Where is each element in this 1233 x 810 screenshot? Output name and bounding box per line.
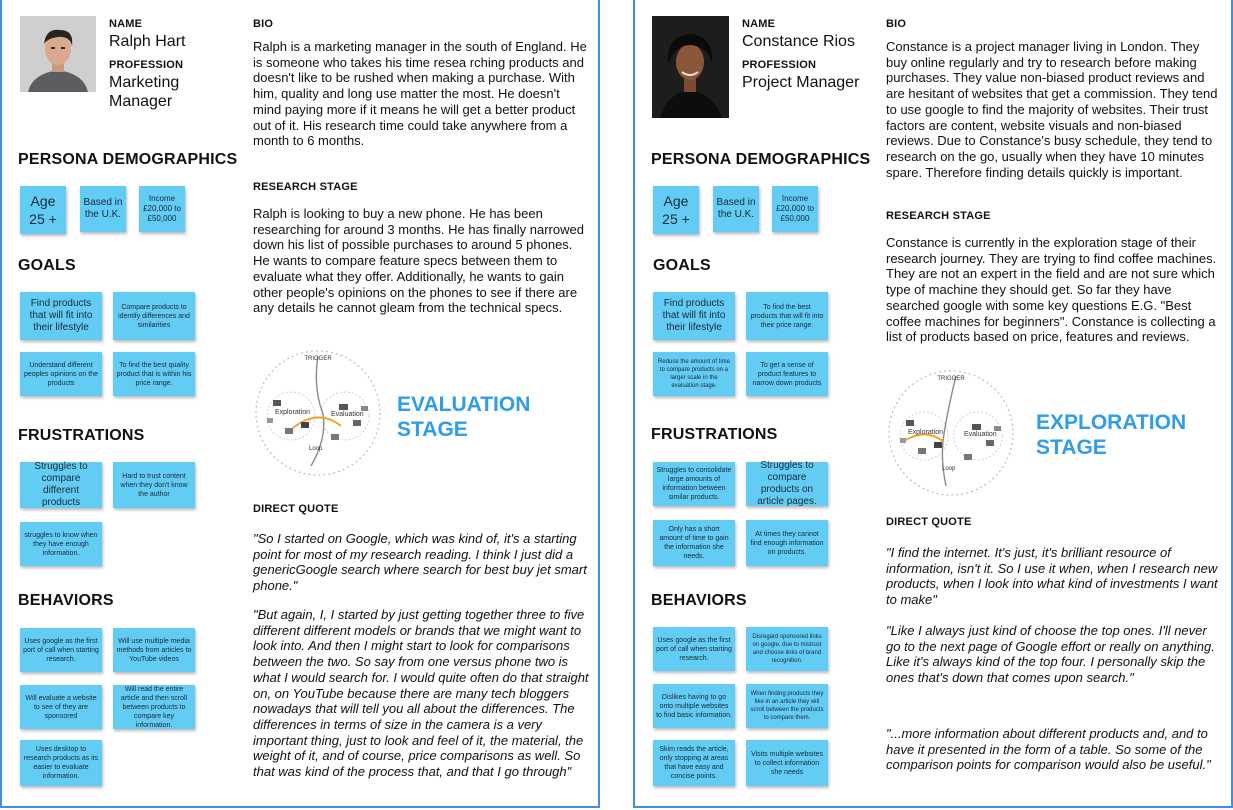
behaviors-heading: BEHAVIORS: [18, 592, 114, 609]
journey-map-diagram: [253, 348, 383, 478]
frustration-note: Only has a short amount of time to gain the information she needs.: [653, 520, 735, 566]
frustration-note: At times they cannot find enough information on products.: [746, 520, 828, 566]
quote-text: "I find the internet. It's just, it's brilliant resource of information, isn't it. So I use it when, when I research new products, when I look into what kind of investments I want to make": [886, 545, 1218, 608]
map-label-top: TRIGGER: [304, 356, 332, 362]
goals-heading: GOALS: [653, 257, 711, 274]
persona-profession-line1: Marketing: [109, 74, 180, 91]
behavior-note: Uses google as the first port of call when starting research.: [653, 627, 735, 671]
goal-note: To find the best products that will fit into their price range.: [746, 292, 828, 340]
stage-title-line2: STAGE: [1036, 436, 1107, 459]
behavior-note: Will evaluate a website to see of they are sponsored: [20, 685, 102, 729]
bio-text: Ralph is a marketing manager in the south of England. He is someone who takes his time resea rching products and doesn't like to be rushed when making a purchase. With him, quality and long use matter the most. He doesn't mind paying more if it means he will get a better product out of it. His research time could take anywhere from a month to 6 months.: [253, 39, 587, 149]
avatar-constance: [652, 16, 729, 118]
persona-profession-line2: Manager: [109, 93, 173, 110]
demographics-heading: PERSONA DEMOGRAPHICS: [18, 151, 238, 168]
frustration-note: Struggles to compare products on article pages.: [746, 462, 828, 506]
map-label-left: Exploration: [275, 409, 311, 416]
persona-name: Constance Rios: [742, 33, 855, 50]
map-label-left: Exploration: [908, 429, 944, 436]
goal-note: Compare products to identify differences and similarities: [113, 292, 195, 340]
behavior-note: Dislikes having to go onto multiple websites to find basic information.: [653, 684, 735, 728]
goal-note: To find the best quality product that is within his price range.: [113, 352, 195, 396]
map-label-right: Evaluation: [964, 431, 997, 438]
quote-text: "But again, I, I started by just getting together three to five different different models or brands that we might want to look into. And then I might start to look for comparisons between the two. So say from one versus phone two is what I would search for. I would quite often do that straight on, on YouTube because there are many tech bloggers nowadays that will tell you all about the differences. The differences in terms of size in the camera is a very important thing, just to look and feel of it, the material, the weight of it, and of course, price comparisons as well. So that was kind of the process that, and that I go through": [253, 607, 589, 780]
frustration-note: Hard to trust content when they don't know the author: [113, 462, 195, 508]
frustration-note: Struggles to compare different products: [20, 462, 102, 508]
name-label: NAME: [742, 18, 776, 30]
frustration-note: Struggles to consolidate large amounts of information between similar products.: [653, 462, 735, 506]
goal-note: Find products that will fit into their lifestyle: [653, 292, 735, 340]
goal-note: Find products that will fit into their lifestyle: [20, 292, 102, 340]
quote-text: "...more information about different products and, and to have it presented in the form of a table. So some of the comparison points for comparison would also be useful.": [886, 726, 1211, 773]
frustration-note: struggles to know when they have enough information.: [20, 522, 102, 566]
behavior-note: Disregard sponsored links on google, due to mistrust and choose links of brand recognition.: [746, 627, 828, 671]
age-label: Age: [663, 193, 689, 209]
goal-note: Understand different peoples opinions on the products: [20, 352, 102, 396]
persona-card-ralph: [0, 0, 600, 808]
stage-title: [397, 392, 530, 442]
avatar-ralph: [20, 16, 96, 92]
behavior-note: Will use multiple media methods from articles to YouTube videos: [113, 628, 195, 672]
research-stage-label: RESEARCH STAGE: [253, 181, 358, 193]
research-stage-label: RESEARCH STAGE: [886, 210, 991, 222]
demographics-heading: PERSONA DEMOGRAPHICS: [651, 151, 871, 168]
persona-profession: Project Manager: [742, 74, 860, 91]
frustrations-heading: FRUSTRATIONS: [651, 426, 778, 443]
persona-card-constance: [633, 0, 1233, 808]
stage-title-line1: EXPLORATION: [1036, 411, 1187, 434]
map-label-right: Evaluation: [331, 411, 364, 418]
research-stage-text: Ralph is looking to buy a new phone. He has been researching for around 3 months. He has finally narrowed down his list of possible purchases to around 5 phones. He wants to compare feature specs between them to evaluate what they offer. Additionally, he wants to gain other people's opinions on the phones to see if there are any details he cannot gleam from the technical specs.: [253, 206, 584, 316]
map-label-bottom: Loop: [309, 446, 323, 452]
age-label: Age: [30, 193, 56, 209]
behavior-note: When finding products they like in an article they will scroll between the products to compare them.: [746, 684, 828, 728]
stage-title-line1: EVALUATION: [397, 393, 531, 416]
research-stage-text: Constance is currently in the exploration stage of their research journey. They are trying to find coffee machines. They are not an expert in the field and are not sure which type of machine they should get. So far they have searched google with some key questions E.G. "Best coffee machines for beginners". Constance is collecting a list of products based on price, features and reviews.: [886, 235, 1217, 345]
profession-label: PROFESSION: [742, 59, 817, 71]
behavior-note: Will read the entire article and then scroll between products to compare key information.: [113, 685, 195, 729]
goal-note: To get a sense of product features to narrow down products: [746, 352, 828, 396]
goal-note: Reduce the amount of time to compare products on a larger scale in the evaluation stage.: [653, 352, 735, 396]
behavior-note: Visits multiple websites to collect information she needs: [746, 740, 828, 786]
quote-text: "Like I always just kind of choose the top ones. I'll never go to the next page of Google effort or really on anything. Like it's always kind of the top four. I personally skip the ones that's down that comes upon search.": [886, 623, 1215, 686]
stage-title: [1036, 410, 1186, 460]
direct-quote-label: DIRECT QUOTE: [253, 503, 339, 515]
bio-text: Constance is a project manager living in London. They buy online regularly and try to research before making purchases. They value non-biased product reviews and are hesitant of websites that get a commission. They tend to use google to find the majority of websites. Their trust factors are content, website visuals and non-biased reviews. Due to Constance's busy schedule, they tend to research on the go, usually when they have 10 minutes spare. Therefore finding details quickly is important.: [886, 39, 1218, 180]
behavior-note: Skim reads the article, only stopping at areas that have easy and concise points.: [653, 740, 735, 786]
behavior-note: Uses desktop to research products as its easier to evaluate information.: [20, 740, 102, 786]
demographic-location: Based in the U.K.: [713, 186, 759, 232]
behaviors-heading: BEHAVIORS: [651, 592, 747, 609]
bio-label: BIO: [253, 18, 274, 30]
map-label-top: TRIGGER: [937, 376, 965, 382]
demographic-income: Income £20,000 to £50,000: [772, 186, 818, 232]
bio-label: BIO: [886, 18, 907, 30]
demographic-age: [20, 186, 66, 234]
age-value: 25 +: [29, 211, 57, 227]
profession-label: PROFESSION: [109, 59, 184, 71]
demographic-age: [653, 186, 699, 234]
stage-title-line2: STAGE: [397, 418, 468, 441]
direct-quote-label: DIRECT QUOTE: [886, 516, 972, 528]
persona-name: Ralph Hart: [109, 33, 186, 50]
age-value: 25 +: [662, 211, 690, 227]
quote-text: "So I started on Google, which was kind of, it's a starting point for most of my research reading. I think I just did a genericGoogle search where search for best buy jet smart phone.": [253, 531, 587, 594]
demographic-location: Based in the U.K.: [80, 186, 126, 232]
behavior-note: Uses google as the first port of call when starting research.: [20, 628, 102, 672]
goals-heading: GOALS: [18, 257, 76, 274]
frustrations-heading: FRUSTRATIONS: [18, 427, 145, 444]
map-label-bottom: Loop: [942, 466, 956, 472]
demographic-income: Income £20,000 to £50,000: [139, 186, 185, 232]
name-label: NAME: [109, 18, 143, 30]
journey-map-diagram: [886, 368, 1016, 498]
